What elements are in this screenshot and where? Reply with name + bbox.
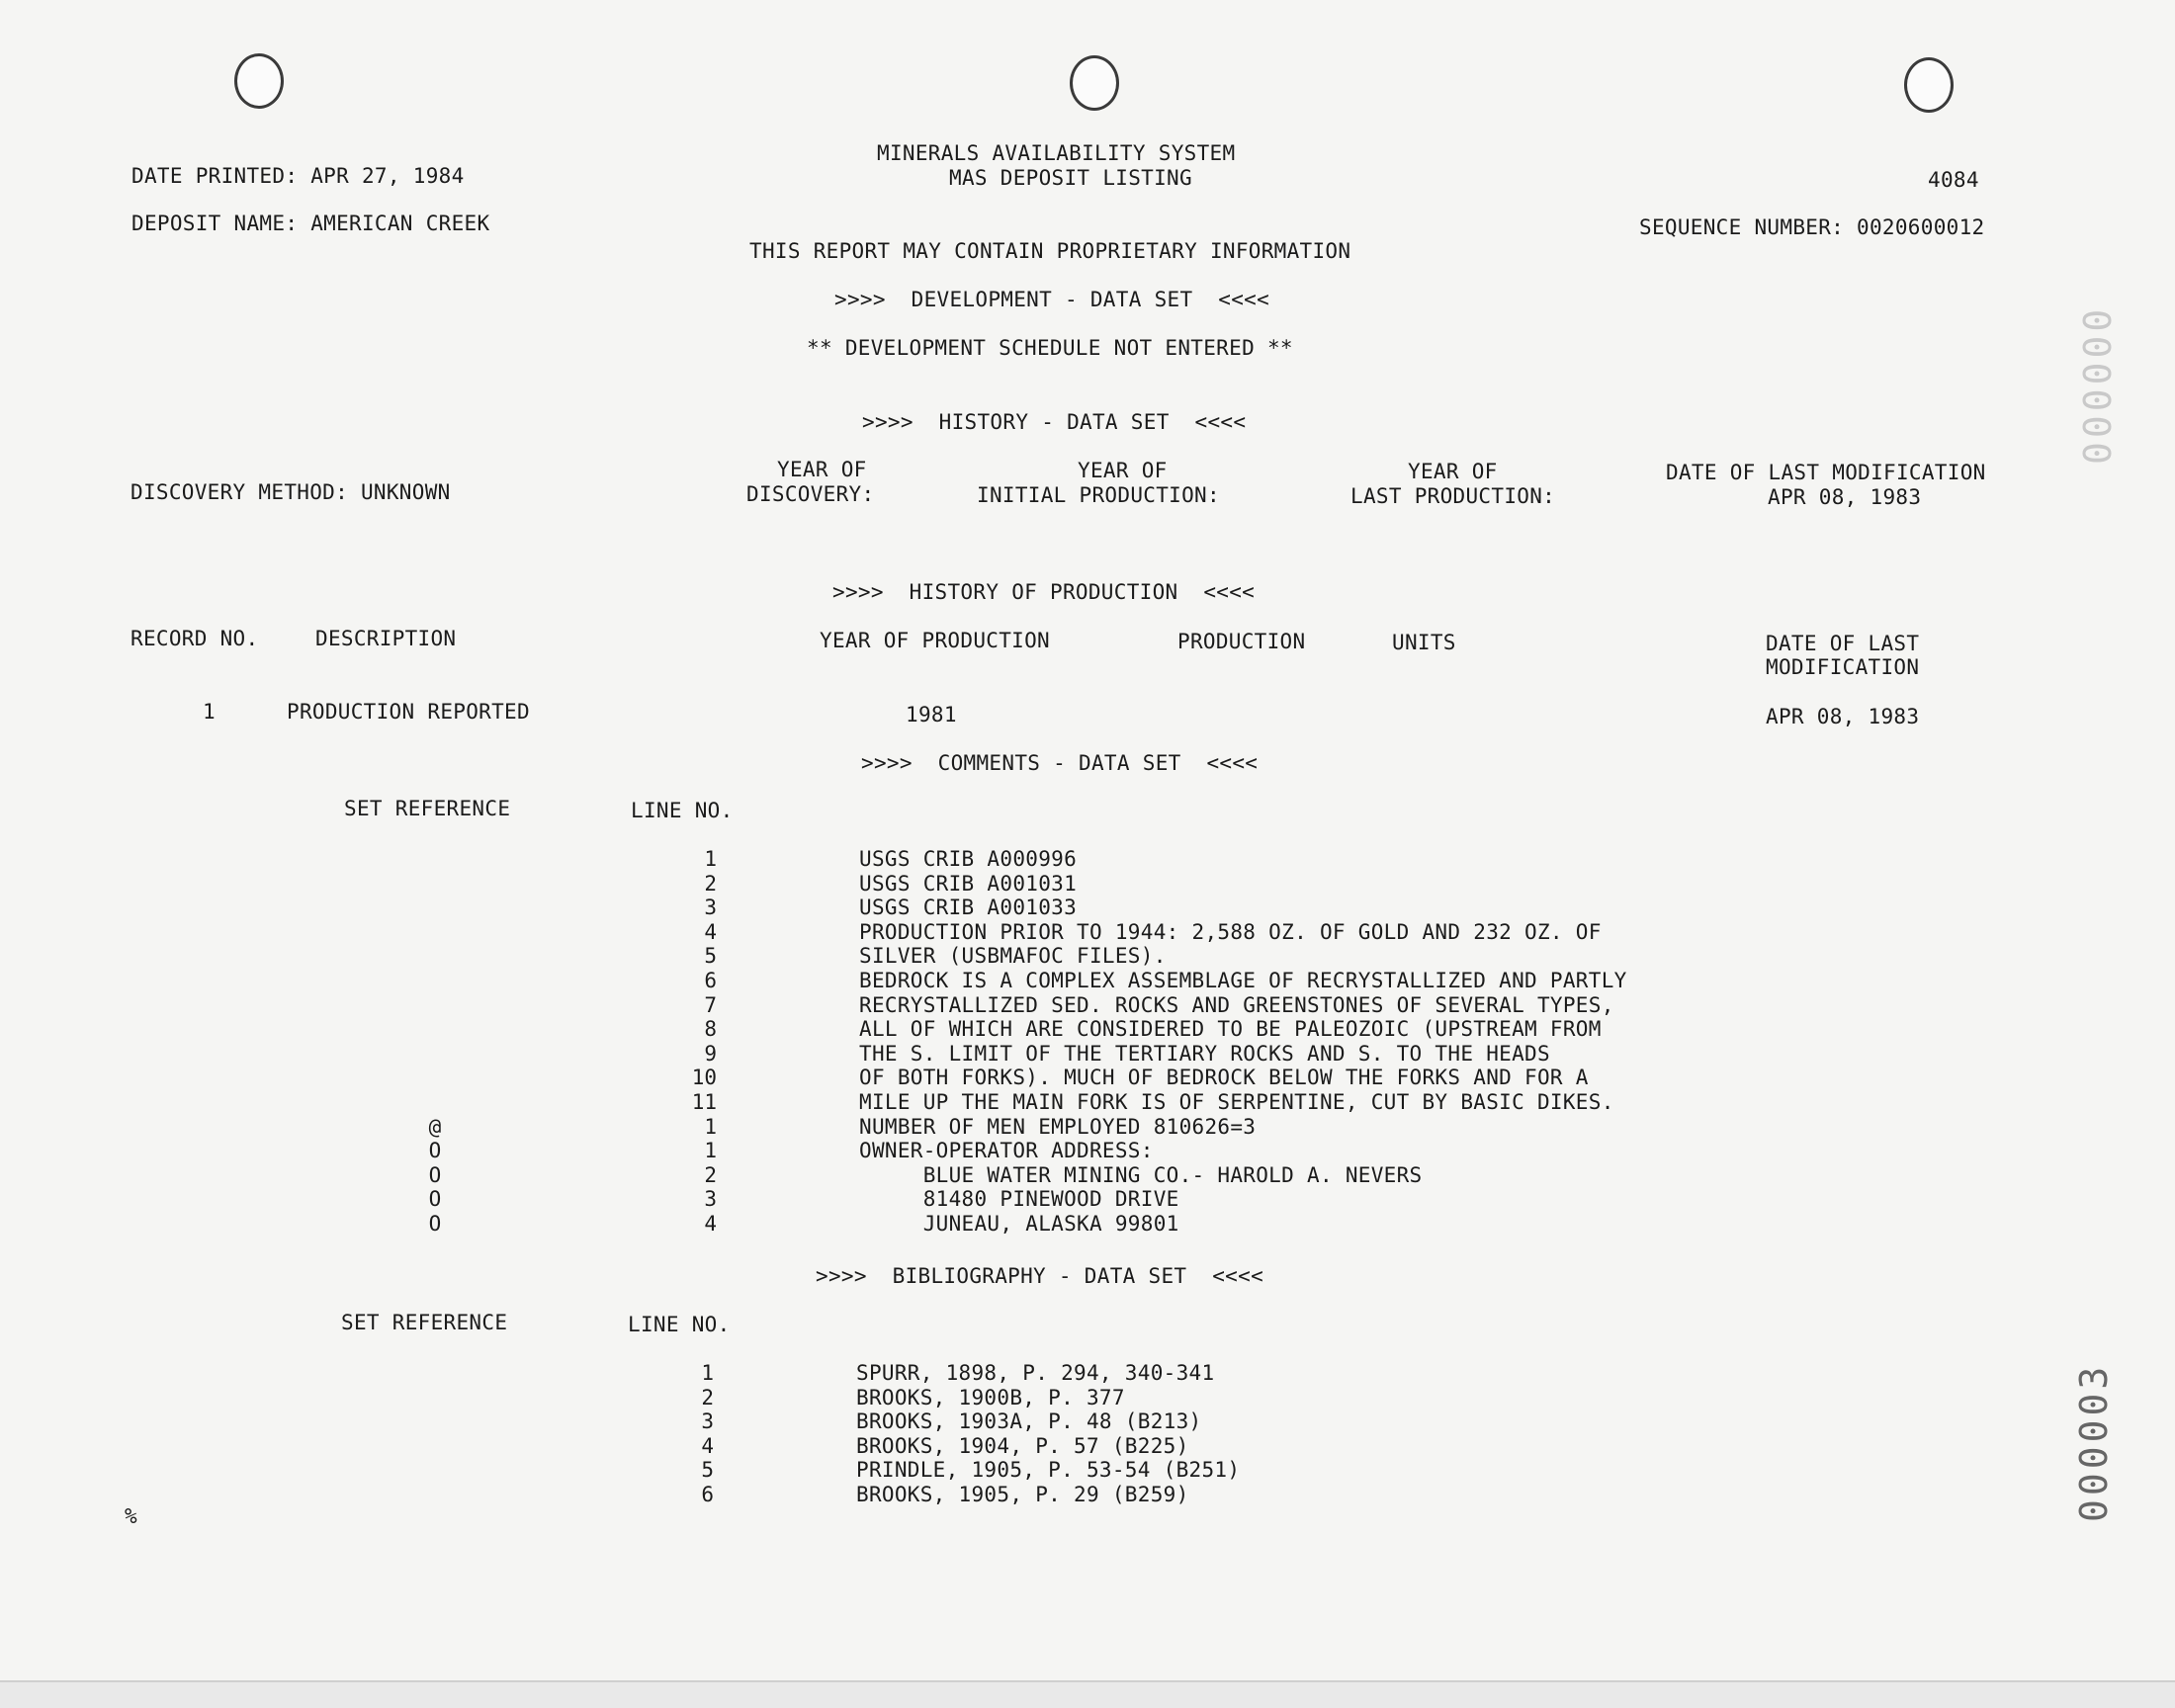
comment-text: USGS CRIB A001031 <box>859 871 1078 896</box>
bibliography-set-reference-label: SET REFERENCE <box>341 1311 508 1334</box>
bibliography-line-number: 6 <box>701 1483 714 1506</box>
page-number: 4084 <box>1928 168 1979 192</box>
punch-hole-left <box>234 53 284 109</box>
comment-line-number: 1 <box>704 1114 717 1139</box>
comments-heading: >>>> COMMENTS - DATA SET <<<< <box>861 751 1259 775</box>
production-col-description: DESCRIPTION <box>315 627 457 650</box>
bibliography-entry: PRINDLE, 1905, P. 53-54 (B251) <box>856 1458 1241 1483</box>
comment-line-number: 6 <box>704 969 717 992</box>
punch-hole-center <box>1070 55 1119 111</box>
comment-line-number: 11 <box>691 1090 717 1114</box>
year-last-production-label-2: LAST PRODUCTION: <box>1350 484 1556 508</box>
year-of-discovery-label-2: DISCOVERY: <box>746 482 875 506</box>
side-stamp: 000003 <box>2072 1362 2116 1522</box>
comment-text: NUMBER OF MEN EMPLOYED 810626=3 <box>859 1114 1257 1139</box>
comment-text: OF BOTH FORKS). MUCH OF BEDROCK BELOW THE FORKS AND FOR A <box>859 1066 1589 1090</box>
year-of-discovery-label-1: YEAR OF <box>777 458 867 481</box>
proprietary-notice: THIS REPORT MAY CONTAIN PROPRIETARY INFORMATION <box>749 239 1351 263</box>
bibliography-entry: BROOKS, 1903A, P. 48 (B213) <box>856 1409 1202 1434</box>
comment-line-number: 9 <box>704 1041 717 1066</box>
comment-line-number: 3 <box>704 1187 717 1212</box>
production-last-mod: APR 08, 1983 <box>1766 705 1920 728</box>
bibliography-heading: >>>> BIBLIOGRAPHY - DATA SET <<<< <box>816 1264 1264 1288</box>
production-col-production: PRODUCTION <box>1177 630 1306 653</box>
year-initial-production-label-1: YEAR OF <box>1078 459 1168 482</box>
comment-text: USGS CRIB A001033 <box>859 896 1078 920</box>
faint-side-stamp: 000000 <box>2076 304 2120 465</box>
comment-text: BLUE WATER MINING CO.- HAROLD A. NEVERS <box>859 1162 1423 1187</box>
comment-line-number: 1 <box>704 1139 717 1163</box>
comment-text: THE S. LIMIT OF THE TERTIARY ROCKS AND S. TO THE HEADS <box>859 1041 1550 1066</box>
production-col-record-no: RECORD NO. <box>130 627 259 650</box>
comment-line-number: 7 <box>704 992 717 1017</box>
comment-line-number: 8 <box>704 1017 717 1042</box>
footer-mark: % <box>125 1504 137 1528</box>
comment-set-reference: @ <box>428 1114 442 1139</box>
production-col-year: YEAR OF PRODUCTION <box>820 629 1050 652</box>
bibliography-entry: BROOKS, 1900B, P. 377 <box>856 1385 1125 1409</box>
production-col-units: UNITS <box>1392 631 1456 654</box>
bibliography-entry: BROOKS, 1905, P. 29 (B259) <box>856 1483 1189 1506</box>
bibliography-line-number: 3 <box>701 1409 714 1434</box>
comment-set-reference: O <box>428 1187 442 1212</box>
production-col-last-mod-2: MODIFICATION <box>1766 655 1920 679</box>
bibliography-line-number: 1 <box>701 1361 714 1385</box>
comment-text: JUNEAU, ALASKA 99801 <box>859 1212 1179 1236</box>
comment-text: PRODUCTION PRIOR TO 1944: 2,588 OZ. OF GOLD AND 232 OZ. OF <box>859 919 1602 944</box>
bibliography-line-number: 5 <box>701 1458 714 1483</box>
bibliography-line-number: 4 <box>701 1433 714 1458</box>
comment-line-number: 3 <box>704 896 717 920</box>
date-printed: DATE PRINTED: APR 27, 1984 <box>131 164 465 188</box>
year-initial-production-label-2: INITIAL PRODUCTION: <box>977 483 1220 507</box>
history-heading: >>>> HISTORY - DATA SET <<<< <box>862 410 1247 434</box>
production-col-last-mod-1: DATE OF LAST <box>1766 632 1920 655</box>
bibliography-line-no-label: LINE NO. <box>628 1313 731 1336</box>
discovery-method: DISCOVERY METHOD: UNKNOWN <box>130 480 451 504</box>
last-modification-date: APR 08, 1983 <box>1768 485 1922 509</box>
comments-set-reference-label: SET REFERENCE <box>344 797 511 820</box>
bibliography-line-number: 2 <box>701 1385 714 1409</box>
comment-text: OWNER-OPERATOR ADDRESS: <box>859 1139 1154 1163</box>
production-heading: >>>> HISTORY OF PRODUCTION <<<< <box>832 580 1256 604</box>
comment-text: USGS CRIB A000996 <box>859 847 1078 871</box>
comment-line-number: 2 <box>704 1162 717 1187</box>
development-heading: >>>> DEVELOPMENT - DATA SET <<<< <box>834 288 1270 311</box>
comment-text: RECRYSTALLIZED SED. ROCKS AND GREENSTONES OF SEVERAL TYPES, <box>859 992 1614 1017</box>
last-modification-label: DATE OF LAST MODIFICATION <box>1666 461 1986 484</box>
comment-text: 81480 PINEWOOD DRIVE <box>859 1187 1179 1212</box>
comment-line-number: 2 <box>704 871 717 896</box>
comment-line-number: 1 <box>704 847 717 871</box>
comment-set-reference: O <box>428 1162 442 1187</box>
comment-text: ALL OF WHICH ARE CONSIDERED TO BE PALEOZOIC (UPSTREAM FROM <box>859 1017 1602 1042</box>
comment-text: MILE UP THE MAIN FORK IS OF SERPENTINE, CUT BY BASIC DIKES. <box>859 1090 1614 1114</box>
comment-line-number: 5 <box>704 944 717 969</box>
production-year: 1981 <box>906 703 957 726</box>
comments-line-no-label: LINE NO. <box>631 799 734 822</box>
production-description: PRODUCTION REPORTED <box>287 700 530 724</box>
comment-line-number: 4 <box>704 919 717 944</box>
listing-title: MAS DEPOSIT LISTING <box>949 166 1192 190</box>
bibliography-entry: BROOKS, 1904, P. 57 (B225) <box>856 1433 1189 1458</box>
bibliography-entry: SPURR, 1898, P. 294, 340-341 <box>856 1361 1215 1385</box>
comment-set-reference: O <box>428 1212 442 1236</box>
year-last-production-label-1: YEAR OF <box>1408 460 1498 483</box>
comment-text: SILVER (USBMAFOC FILES). <box>859 944 1167 969</box>
sequence-number: SEQUENCE NUMBER: 0020600012 <box>1639 215 1985 239</box>
comment-line-number: 4 <box>704 1212 717 1236</box>
production-record-no: 1 <box>203 700 216 724</box>
comment-line-number: 10 <box>691 1066 717 1090</box>
punch-hole-right <box>1904 57 1954 113</box>
comment-set-reference: O <box>428 1139 442 1163</box>
development-note: ** DEVELOPMENT SCHEDULE NOT ENTERED ** <box>807 336 1293 360</box>
deposit-name: DEPOSIT NAME: AMERICAN CREEK <box>131 212 490 235</box>
comment-text: BEDROCK IS A COMPLEX ASSEMBLAGE OF RECRYSTALLIZED AND PARTLY <box>859 969 1627 992</box>
system-title: MINERALS AVAILABILITY SYSTEM <box>877 141 1236 165</box>
